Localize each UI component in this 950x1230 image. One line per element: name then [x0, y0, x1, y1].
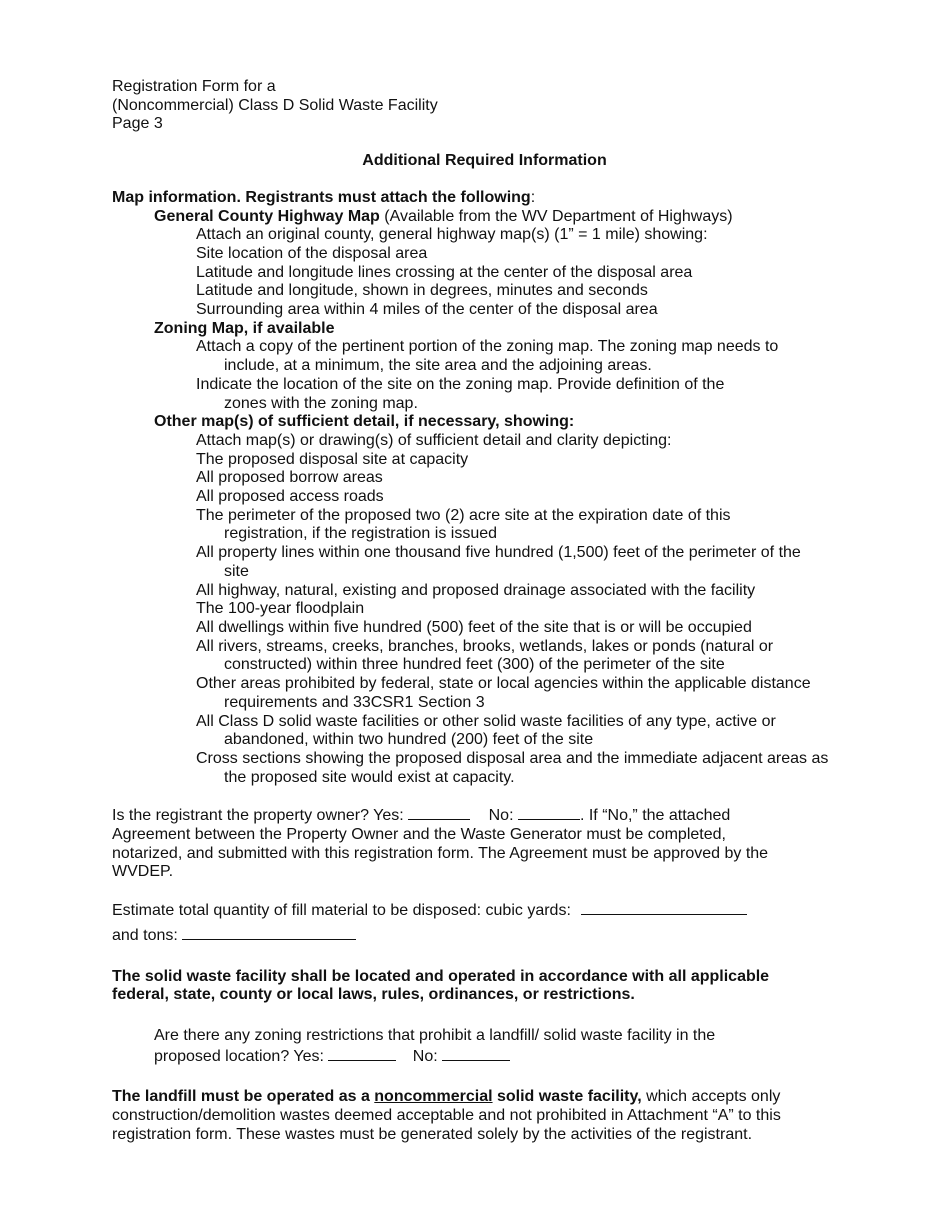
zoning-no-label: No: [408, 1047, 443, 1065]
list-item: Other areas prohibited by federal, state or local agencies within the applicable distance requirements and 33CSR1 Section 3 [196, 675, 811, 711]
list-item: Surrounding area within 4 miles of the center of the disposal area [196, 301, 658, 319]
list-item: All Class D solid waste facilities or other solid waste facilities of any type, active or abandoned, within two hundred (200) feet of the site [196, 712, 776, 749]
tons-blank[interactable] [182, 925, 356, 940]
landfill-rest: which accepts only construction/demolition wastes deemed acceptable and not prohibited in Attachment “A” to this registration form. These wastes must be generated solely by the activities of the registrant. [112, 1088, 781, 1143]
list-item: The 100-year floodplain [196, 600, 365, 618]
list-item: Attach a copy of the pertinent portion of the zoning map. The zoning map needs to include, at a minimum, the site area and the adjoining areas. [196, 338, 779, 375]
zoning-yes-label: proposed location? Yes: [154, 1047, 329, 1065]
zoning-question-line-2 [154, 1046, 842, 1067]
other-maps-heading: Other map(s) of sufficient detail, if necessary, showing: [154, 413, 575, 431]
owner-if-no-text: . If “No,” the attached [579, 807, 731, 825]
highway-map-note: (Available from the WV Department of Highways) [379, 207, 733, 225]
map-info-heading-text: Map information. Registrants must attach the following [112, 188, 531, 206]
document-page [112, 78, 842, 1144]
list-item: Latitude and longitude, shown in degrees, minutes and seconds [196, 282, 648, 300]
list-item: Indicate the location of the site on the zoning map. Provide definition of the zones with the zoning map. [196, 375, 725, 412]
zoning-restrictions-question [112, 1027, 842, 1066]
property-owner-question [112, 805, 842, 882]
list-item: The perimeter of the proposed two (2) acre site at the expiration date of this registration, if the registration is issued [196, 506, 731, 543]
list-item: The proposed disposal site at capacity [196, 450, 469, 468]
estimate-cubic-yards-line [112, 900, 842, 921]
zoning-map-heading: Zoning Map, if available [154, 319, 335, 337]
highway-map-heading [112, 208, 842, 227]
list-item: Attach an original county, general highway map(s) (1” = 1 mile) showing: [196, 226, 708, 244]
owner-no-label: No: [484, 807, 518, 825]
list-item: Latitude and longitude lines crossing at the center of the disposal area [196, 263, 693, 281]
owner-agreement-text: Agreement between the Property Owner and the Waste Generator must be completed, notarized, and submitted with this registration form. The Agreement must be approved by the WVDEP. [112, 826, 769, 881]
header-line-2: (Noncommercial) Class D Solid Waste Facility [112, 96, 438, 114]
tons-label: and tons: [112, 926, 183, 944]
cubic-yards-label: Estimate total quantity of fill material to be disposed: cubic yards: [112, 902, 576, 920]
list-item: All property lines within one thousand five hundred (1,500) feet of the perimeter of the site [196, 544, 801, 580]
list-item: All proposed access roads [196, 488, 384, 506]
form-header [112, 78, 842, 134]
owner-yes-blank[interactable] [408, 805, 470, 820]
landfill-statement [112, 1088, 837, 1144]
highway-map-label: General County Highway Map [154, 207, 380, 225]
noncommercial-term: noncommercial [374, 1088, 493, 1106]
list-item: All highway, natural, existing and proposed drainage associated with the facility [196, 581, 756, 599]
zoning-no-blank[interactable] [442, 1046, 510, 1061]
list-item: Cross sections showing the proposed disposal area and the immediate adjacent areas as the proposed site would exist at capacity. [196, 749, 829, 786]
compliance-statement: The solid waste facility shall be located and operated in accordance with all applicable federal, state, county or local laws, rules, ordinances, or restrictions. [112, 967, 770, 1004]
header-line-1: Registration Form for a [112, 78, 276, 95]
list-item: All rivers, streams, creeks, branches, brooks, wetlands, lakes or ponds (natural or constructed) within three hundred feet (300) of the perimeter of the site [196, 637, 774, 674]
list-item: Site location of the disposal area [196, 244, 428, 262]
map-info-heading-colon: : [530, 188, 536, 206]
owner-yes-label: Is the registrant the property owner? Yes: [112, 807, 409, 825]
landfill-bold-end: solid waste facility, [492, 1088, 642, 1106]
section-title: Additional Required Information [362, 152, 607, 170]
header-line-3: Page 3 [112, 115, 163, 133]
owner-no-blank[interactable] [518, 805, 580, 820]
fill-estimate [112, 900, 842, 945]
list-item: Attach map(s) or drawing(s) of sufficient detail and clarity depicting: [196, 431, 672, 449]
list-item: All dwellings within five hundred (500) feet of the site that is or will be occupied [196, 618, 752, 636]
zoning-question-line-1: Are there any zoning restrictions that prohibit a landfill/ solid waste facility in the [154, 1026, 716, 1044]
list-item: All proposed borrow areas [196, 469, 383, 487]
cubic-yards-blank[interactable] [581, 900, 747, 915]
estimate-tons-line [112, 925, 842, 946]
landfill-bold-start: The landfill must be operated as a [112, 1088, 375, 1106]
property-owner-line [112, 805, 842, 826]
map-info-heading [112, 189, 842, 208]
zoning-yes-blank[interactable] [328, 1046, 396, 1061]
